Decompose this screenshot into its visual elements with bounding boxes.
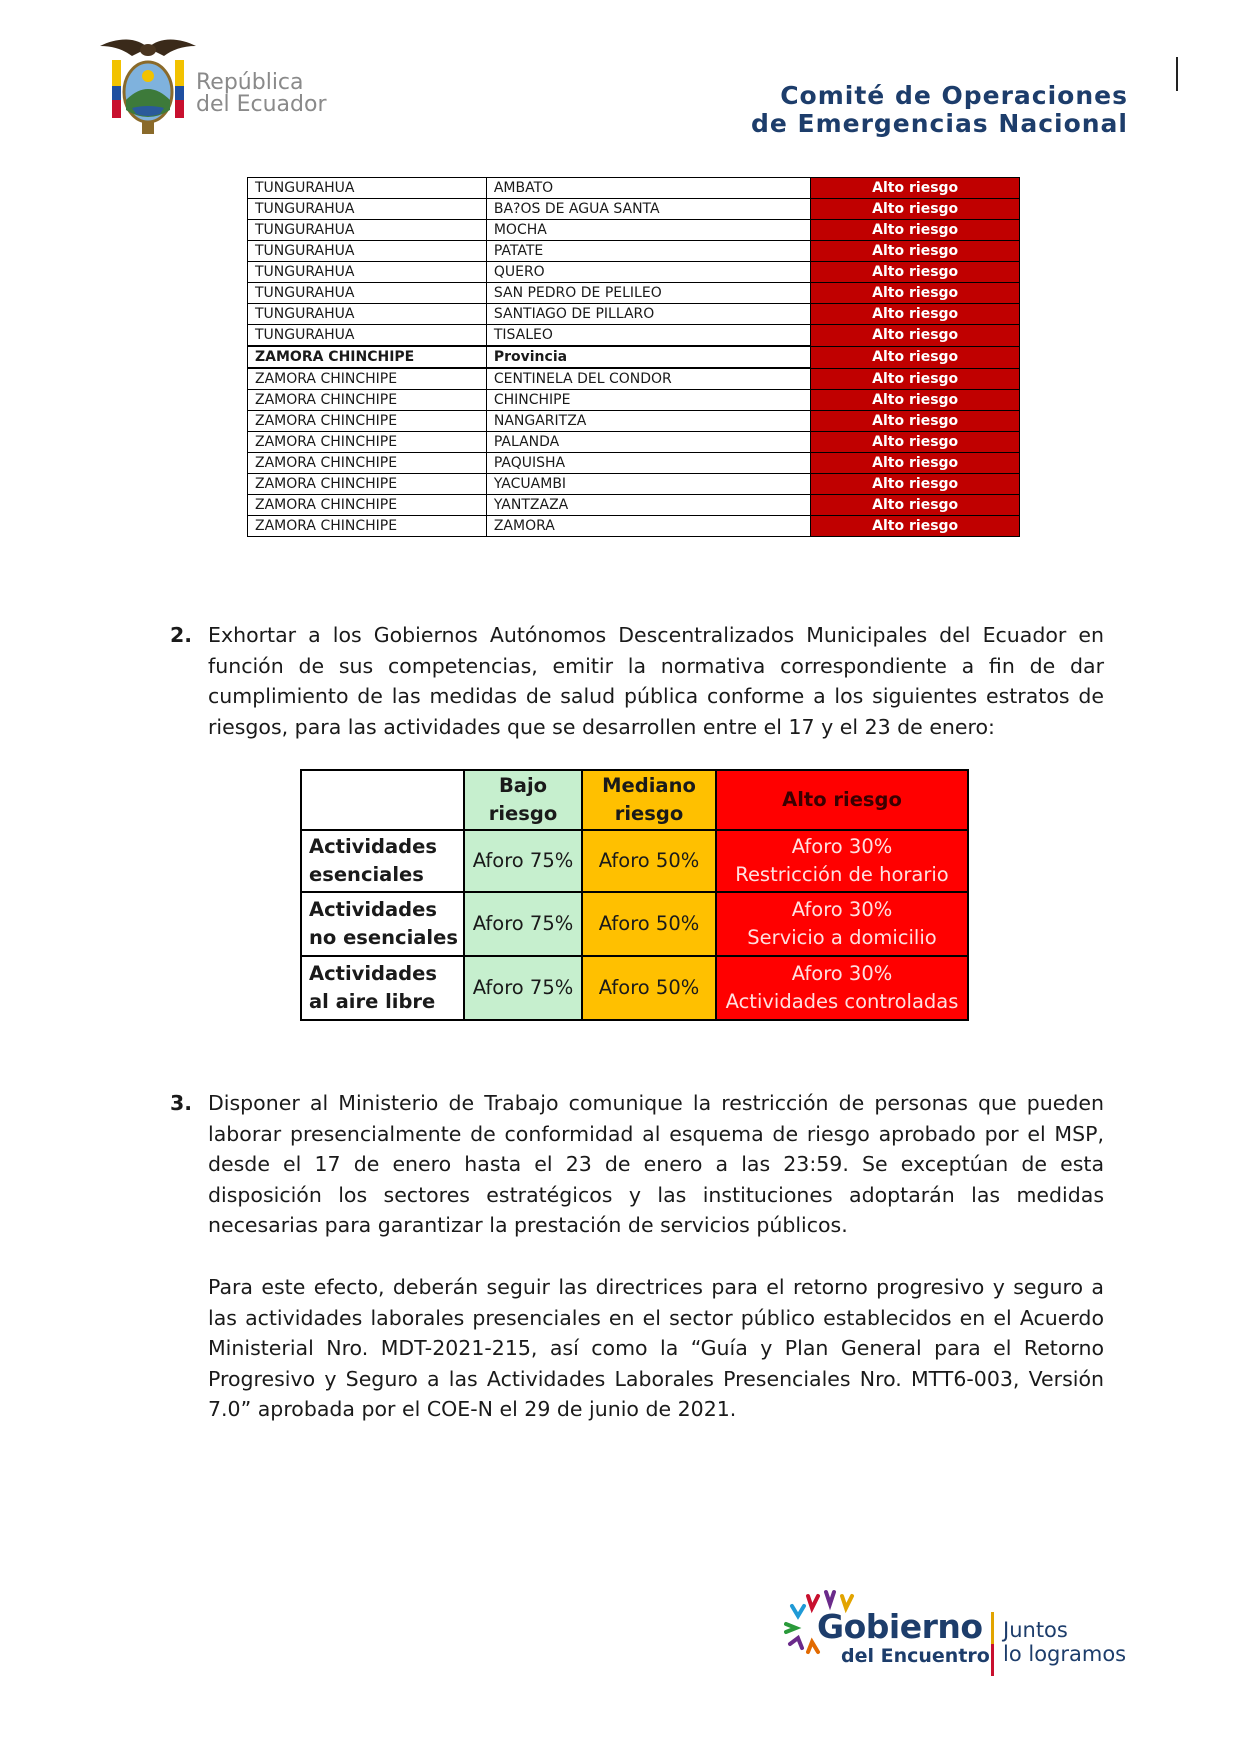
header-medium-risk: Mediano riesgo — [582, 770, 716, 830]
province-cell: ZAMORA CHINCHIPE — [248, 495, 487, 516]
risk-table-row — [248, 178, 1020, 199]
item-2-text: Exhortar a los Gobiernos Autónomos Descentralizados Municipales del Ecuador en función de sus competencias, emitir la normativa correspondiente a fin de dar cumplimiento de las medidas de salud pública conforme a los siguientes estratos de riesgos, para las actividades que se desarrollen entre el 17 y el 23 de enero: — [208, 623, 1104, 739]
canton-cell: Provincia — [486, 346, 811, 368]
risk-level-cell: Alto riesgo — [811, 199, 1020, 220]
canton-cell: TISALEO — [486, 325, 811, 347]
province-cell: ZAMORA CHINCHIPE — [248, 453, 487, 474]
risk-table-row — [248, 220, 1020, 241]
risk-table-row — [248, 432, 1020, 453]
risk-level-cell: Alto riesgo — [811, 220, 1020, 241]
risk-table-row — [248, 474, 1020, 495]
item-3-text: Disponer al Ministerio de Trabajo comunique la restricción de personas que pueden laborar presencialmente de conformidad al esquema de riesgo aprobado por el MSP, desde el 17 de enero hasta el 23 de enero a las 23:59. Se exceptúan de esta disposición los sectores estratégicos y las instituciones adoptarán las medidas necesarias para garantizar la prestación de servicios públicos. — [208, 1091, 1104, 1237]
risk-table-row — [248, 495, 1020, 516]
risk-level-cell: Alto riesgo — [811, 325, 1020, 347]
header-divider — [1176, 57, 1178, 91]
risk-level-cell: Alto riesgo — [811, 474, 1020, 495]
canton-cell: AMBATO — [486, 178, 811, 199]
canton-cell: PALANDA — [486, 432, 811, 453]
canton-cell: BA?OS DE AGUA SANTA — [486, 199, 811, 220]
medium-risk-value: Aforo 50% — [582, 892, 716, 956]
risk-level-cell: Alto riesgo — [811, 262, 1020, 283]
item-number: 2. — [170, 623, 193, 647]
province-cell: TUNGURAHUA — [248, 199, 487, 220]
province-cell: ZAMORA CHINCHIPE — [248, 390, 487, 411]
canton-cell: ZAMORA — [486, 516, 811, 537]
risk-level-cell: Alto riesgo — [811, 346, 1020, 368]
province-cell: ZAMORA CHINCHIPE — [248, 474, 487, 495]
measures-row — [301, 956, 968, 1020]
risk-table-row — [248, 304, 1020, 325]
canton-cell: NANGARITZA — [486, 411, 811, 432]
canton-cell: YACUAMBI — [486, 474, 811, 495]
risk-table-row — [248, 283, 1020, 304]
canton-cell: SANTIAGO DE PILLARO — [486, 304, 811, 325]
risk-table-row — [248, 368, 1020, 390]
risk-table-row — [248, 325, 1020, 347]
risk-level-cell: Alto riesgo — [811, 453, 1020, 474]
province-cell: TUNGURAHUA — [248, 304, 487, 325]
high-risk-value: Aforo 30% Servicio a domicilio — [716, 892, 968, 956]
province-cell: ZAMORA CHINCHIPE — [248, 368, 487, 390]
risk-level-cell: Alto riesgo — [811, 304, 1020, 325]
canton-cell: CHINCHIPE — [486, 390, 811, 411]
risk-measures-table — [300, 769, 969, 1021]
province-cell: ZAMORA CHINCHIPE — [248, 411, 487, 432]
province-cell: TUNGURAHUA — [248, 325, 487, 347]
province-cell: TUNGURAHUA — [248, 262, 487, 283]
low-risk-value: Aforo 75% — [464, 892, 582, 956]
canton-cell: SAN PEDRO DE PELILEO — [486, 283, 811, 304]
measures-row — [301, 830, 968, 892]
risk-table-row — [248, 199, 1020, 220]
country-name: República del Ecuador — [196, 70, 327, 117]
risk-level-cell: Alto riesgo — [811, 516, 1020, 537]
canton-cell: CENTINELA DEL CONDOR — [486, 368, 811, 390]
high-risk-value: Aforo 30% Actividades controladas — [716, 956, 968, 1020]
province-cell: TUNGURAHUA — [248, 178, 487, 199]
gobierno-brand: Gobierno — [817, 1607, 983, 1646]
medium-risk-value: Aforo 50% — [582, 956, 716, 1020]
low-risk-value: Aforo 75% — [464, 830, 582, 892]
risk-table-row — [248, 390, 1020, 411]
risk-table-row — [248, 516, 1020, 537]
high-risk-value: Aforo 30% Restricción de horario — [716, 830, 968, 892]
canton-cell: QUERO — [486, 262, 811, 283]
low-risk-value: Aforo 75% — [464, 956, 582, 1020]
item-3-text-continued: Para este efecto, deberán seguir las directrices para el retorno progresivo y seguro a las actividades laborales presenciales en el sector público establecidos en el Acuerdo Ministerial Nro. MDT-2021-215, así como la “Guía y Plan General para el Retorno Progresivo y Seguro a las Actividades Laborales Presenciales Nro. MTT6-003, Versión 7.0” aprobada por el COE-N el 29 de junio de 2021. — [208, 1275, 1104, 1421]
organization-title: Comité de Operaciones de Emergencias Nacional — [750, 81, 1128, 138]
risk-level-cell: Alto riesgo — [811, 241, 1020, 262]
medium-risk-value: Aforo 50% — [582, 830, 716, 892]
risk-level-cell: Alto riesgo — [811, 495, 1020, 516]
canton-cell: MOCHA — [486, 220, 811, 241]
canton-cell: YANTZAZA — [486, 495, 811, 516]
province-cell: ZAMORA CHINCHIPE — [248, 432, 487, 453]
province-cell: TUNGURAHUA — [248, 283, 487, 304]
empty-header-cell — [301, 770, 464, 830]
risk-level-cell: Alto riesgo — [811, 368, 1020, 390]
province-cell: ZAMORA CHINCHIPE — [248, 346, 487, 368]
risk-level-cell: Alto riesgo — [811, 432, 1020, 453]
province-cell: TUNGURAHUA — [248, 241, 487, 262]
province-cell: TUNGURAHUA — [248, 220, 487, 241]
footer-divider-red — [991, 1644, 994, 1676]
province-cell: ZAMORA CHINCHIPE — [248, 516, 487, 537]
risk-level-cell: Alto riesgo — [811, 178, 1020, 199]
risk-level-cell: Alto riesgo — [811, 283, 1020, 304]
risk-table-row — [248, 346, 1020, 368]
risk-table-row — [248, 241, 1020, 262]
slogan: Juntos lo logramos — [1003, 1618, 1127, 1666]
header-low-risk: Bajo riesgo — [464, 770, 582, 830]
activity-label: Actividades no esenciales — [301, 892, 464, 956]
risk-level-cell: Alto riesgo — [811, 390, 1020, 411]
risk-level-cell: Alto riesgo — [811, 411, 1020, 432]
ecuador-coat-of-arms-logo — [98, 34, 198, 140]
canton-cell: PAQUISHA — [486, 453, 811, 474]
header-high-risk: Alto riesgo — [716, 770, 968, 830]
item-number: 3. — [170, 1091, 193, 1115]
risk-table-row — [248, 453, 1020, 474]
activity-label: Actividades esenciales — [301, 830, 464, 892]
risk-table-row — [248, 411, 1020, 432]
measures-row — [301, 892, 968, 956]
canton-cell: PATATE — [486, 241, 811, 262]
risk-table-row — [248, 262, 1020, 283]
gobierno-brand-sub: del Encuentro — [841, 1645, 990, 1667]
canton-risk-table — [247, 177, 1020, 537]
activity-label: Actividades al aire libre — [301, 956, 464, 1020]
